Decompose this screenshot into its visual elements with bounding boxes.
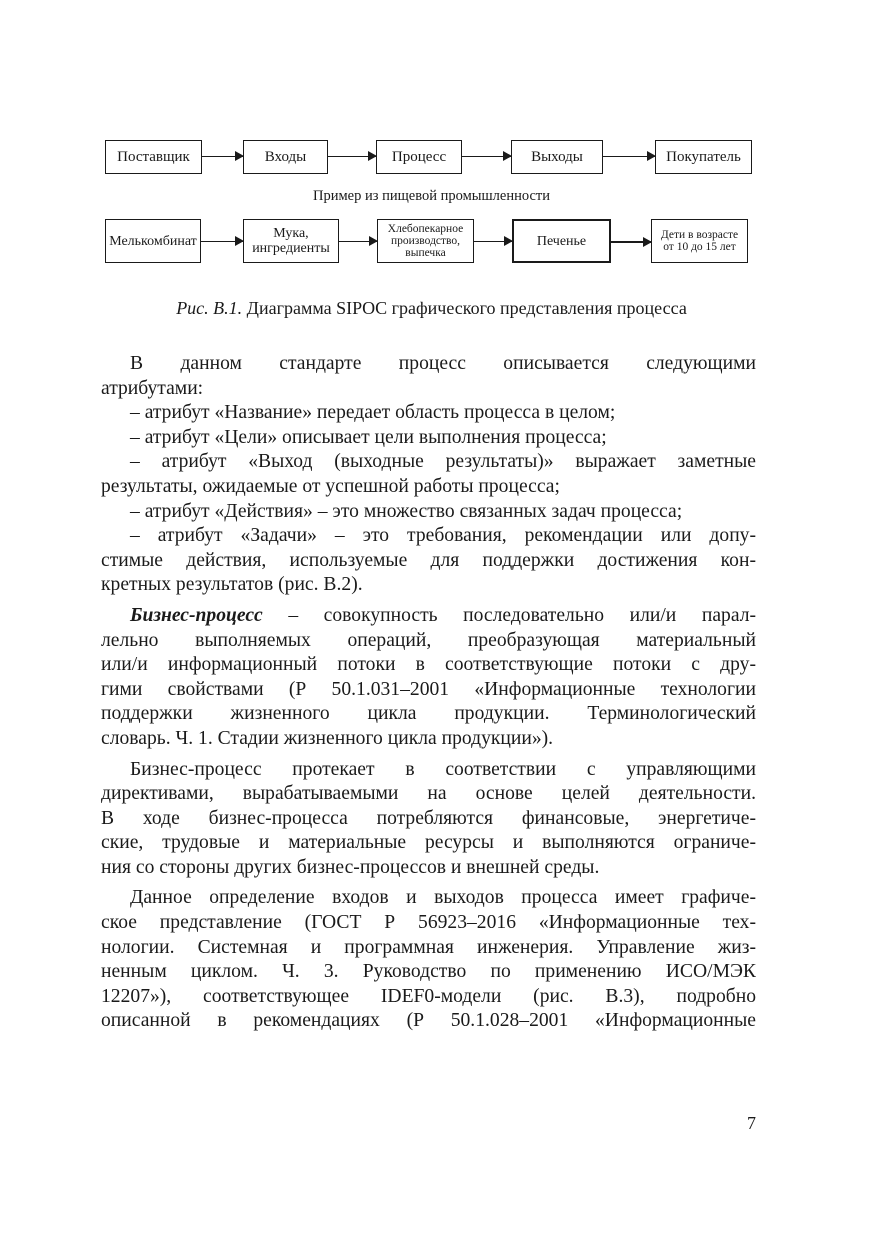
paragraph-business-process-flow: Бизнес-процесс протекает в соответствии с управляющими директивами, вырабатываемыми на основе целей деятельности. В ходе бизнес-процесса потребляются финансовые, энергетиче- ские, трудовые и материальные ресурсы и выполняются ограниче- ния со стороны других бизнес-процессов и внешней среды. bbox=[101, 758, 756, 878]
diagram-subtitle: Пример из пищевой промышленности bbox=[313, 188, 550, 204]
body-text bbox=[101, 352, 756, 1034]
arrow-mill-to-flour bbox=[201, 241, 243, 242]
box-children-10-15: Дети в возрасте от 10 до 15 лет bbox=[651, 219, 748, 263]
bullet-tasks-attribute: – атрибут «Задачи» – это требования, рекомендации или допу- стимые действия, используемые для поддержки достижения кон- кретных результатов (рис. В.2). bbox=[101, 525, 756, 596]
arrow-flour-to-bakery bbox=[339, 241, 377, 242]
paragraph-attributes-intro: В данном стандарте процесс описывается следующими атрибутами: bbox=[101, 353, 756, 399]
arrow-inputs-to-process bbox=[328, 156, 376, 157]
figure-caption-text: Диаграмма SIPOC графического представления процесса bbox=[246, 298, 687, 318]
paragraph-business-process-definition: Бизнес-процесс – совокупность последовательно или/и парал- лельно выполняемых операций, преобразующая материальный или/и информационный потоки в соответствующие потоки с дру- гими свойствами (Р 50.1.031–2001 «Информационные технологии поддержки жизненного цикла продукции. Терминологический словарь. Ч. 1. Стадии жизненного цикла продукции»). bbox=[101, 604, 756, 749]
paragraph-inputs-outputs: Данное определение входов и выходов процесса имеет графиче- ское представление (ГОСТ Р 56923–2016 «Информационные тех- нологии. Системная и программная инженерия. Управление жиз- ненным циклом. Ч. 3. Руководство по применению ИСО/МЭК 12207»), соответствующее IDEF0-модели (рис. В.3), подробно описанной в рекомендациях (Р 50.1.028–2001 «Информационные bbox=[101, 887, 756, 1032]
arrow-outputs-to-customer bbox=[603, 156, 655, 157]
bullet-actions-attribute: – атрибут «Действия» – это множество связанных задач процесса; bbox=[130, 500, 683, 522]
box-outputs: Выходы bbox=[511, 140, 603, 174]
box-inputs: Входы bbox=[243, 140, 328, 174]
arrow-supplier-to-inputs bbox=[202, 156, 243, 157]
box-customer: Покупатель bbox=[655, 140, 752, 174]
arrow-bakery-to-cookies bbox=[474, 241, 512, 242]
box-bakery-production: Хлебопекарное производство, выпечка bbox=[377, 219, 474, 263]
page-number: 7 bbox=[747, 1113, 756, 1133]
figure-caption bbox=[100, 298, 763, 319]
bullet-goals-attribute: – атрибут «Цели» описывает цели выполнения процесса; bbox=[130, 426, 607, 448]
bullet-output-attribute: – атрибут «Выход (выходные результаты)» выражает заметные результаты, ожидаемые от успешной работы процесса; bbox=[101, 451, 756, 497]
box-cookies: Печенье bbox=[512, 219, 611, 263]
arrow-cookies-to-children bbox=[611, 241, 651, 243]
figure-label: Рис. В.1. bbox=[176, 298, 243, 318]
sipoc-diagram bbox=[0, 0, 875, 318]
term-business-process: Бизнес-процесс bbox=[130, 604, 263, 626]
arrow-process-to-outputs bbox=[462, 156, 511, 157]
box-process: Процесс bbox=[376, 140, 462, 174]
bullet-name-attribute: – атрибут «Название» передает область процесса в целом; bbox=[130, 402, 616, 424]
box-supplier: Поставщик bbox=[105, 140, 202, 174]
box-flour-ingredients: Мука, ингредиенты bbox=[243, 219, 339, 263]
box-flour-mill: Мелькомбинат bbox=[105, 219, 201, 263]
